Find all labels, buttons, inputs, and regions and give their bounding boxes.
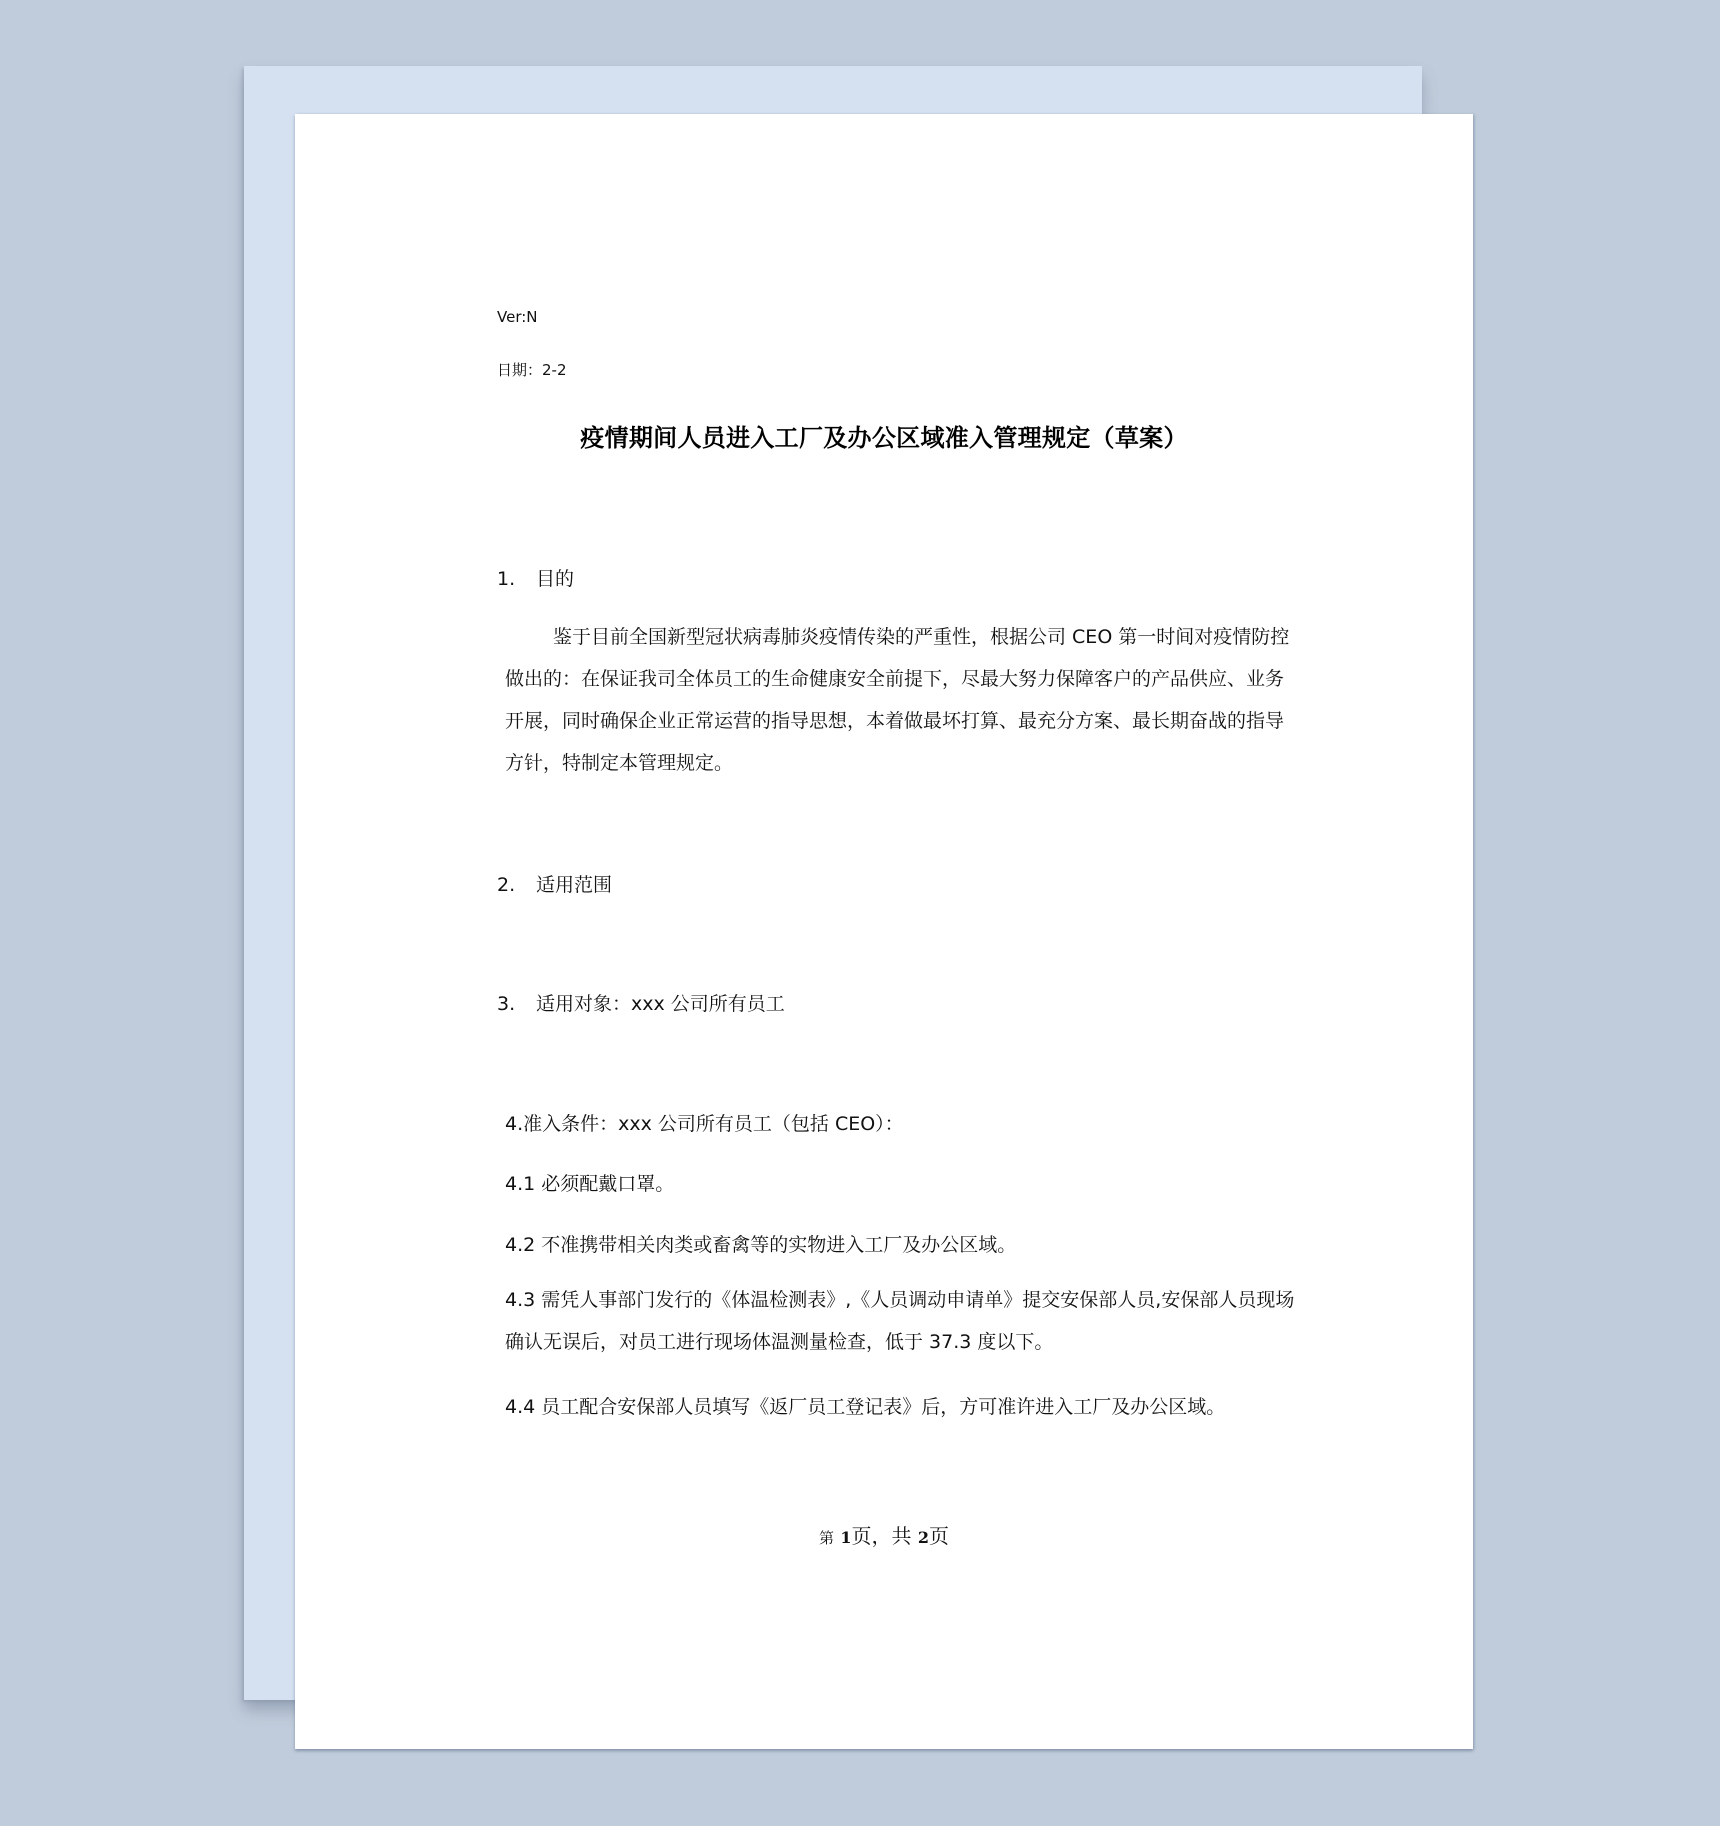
section-heading-scope	[497, 870, 612, 897]
conditions-heading: 4.准入条件：xxx 公司所有员工（包括 CEO）：	[505, 1113, 904, 1135]
footer-prefix: 第	[818, 1529, 834, 1547]
document-title: 疫情期间人员进入工厂及办公区域准入管理规定（草案）	[580, 424, 1188, 452]
paragraph-line: 开展，同时确保企业正常运营的指导思想，本着做最坏打算、最充分方案、最长期奋战的指导	[505, 710, 1285, 732]
section-title: 目的	[536, 568, 575, 590]
section-number: 3.	[497, 993, 516, 1015]
current-page-number: 1	[840, 1528, 852, 1547]
section-heading-purpose	[497, 564, 574, 591]
version-label: Ver:N	[497, 308, 538, 326]
condition-item-4-3	[505, 1279, 1294, 1363]
page-footer	[295, 1520, 1473, 1549]
purpose-paragraph	[505, 616, 1335, 784]
section-heading-target	[497, 989, 785, 1016]
section-number: 2.	[497, 874, 516, 896]
paragraph-line: 做出的：在保证我司全体员工的生命健康安全前提下，尽最大努力保障客户的产品供应、业务	[505, 668, 1285, 690]
condition-item-4-4: 4.4 员工配合安保部人员填写《返厂员工登记表》后，方可准许进入工厂及办公区域。	[505, 1396, 1226, 1418]
paragraph-line: 鉴于目前全国新型冠状病毒肺炎疫情传染的严重性，根据公司 CEO 第一时间对疫情防控	[553, 626, 1290, 648]
condition-item-4-1: 4.1 必须配戴口罩。	[505, 1173, 675, 1195]
section-title: 适用范围	[536, 874, 613, 896]
section-number: 1.	[497, 568, 516, 590]
document-page	[295, 114, 1473, 1749]
footer-suffix: 页	[929, 1524, 949, 1548]
condition-line: 确认无误后，对员工进行现场体温测量检查，低于 37.3 度以下。	[505, 1331, 1054, 1353]
footer-middle: 页，共	[851, 1524, 912, 1548]
total-pages-number: 2	[917, 1528, 929, 1547]
paragraph-line: 方针，特制定本管理规定。	[505, 752, 734, 774]
condition-item-4-2: 4.2 不准携带相关肉类或畜禽等的实物进入工厂及办公区域。	[505, 1234, 1017, 1256]
date-label: 日期：2-2	[497, 361, 567, 379]
condition-line: 4.3 需凭人事部门发行的《体温检测表》,《人员调动申请单》提交安保部人员,安保部人员现场	[505, 1289, 1295, 1311]
section-title: 适用对象：xxx 公司所有员工	[536, 993, 785, 1015]
